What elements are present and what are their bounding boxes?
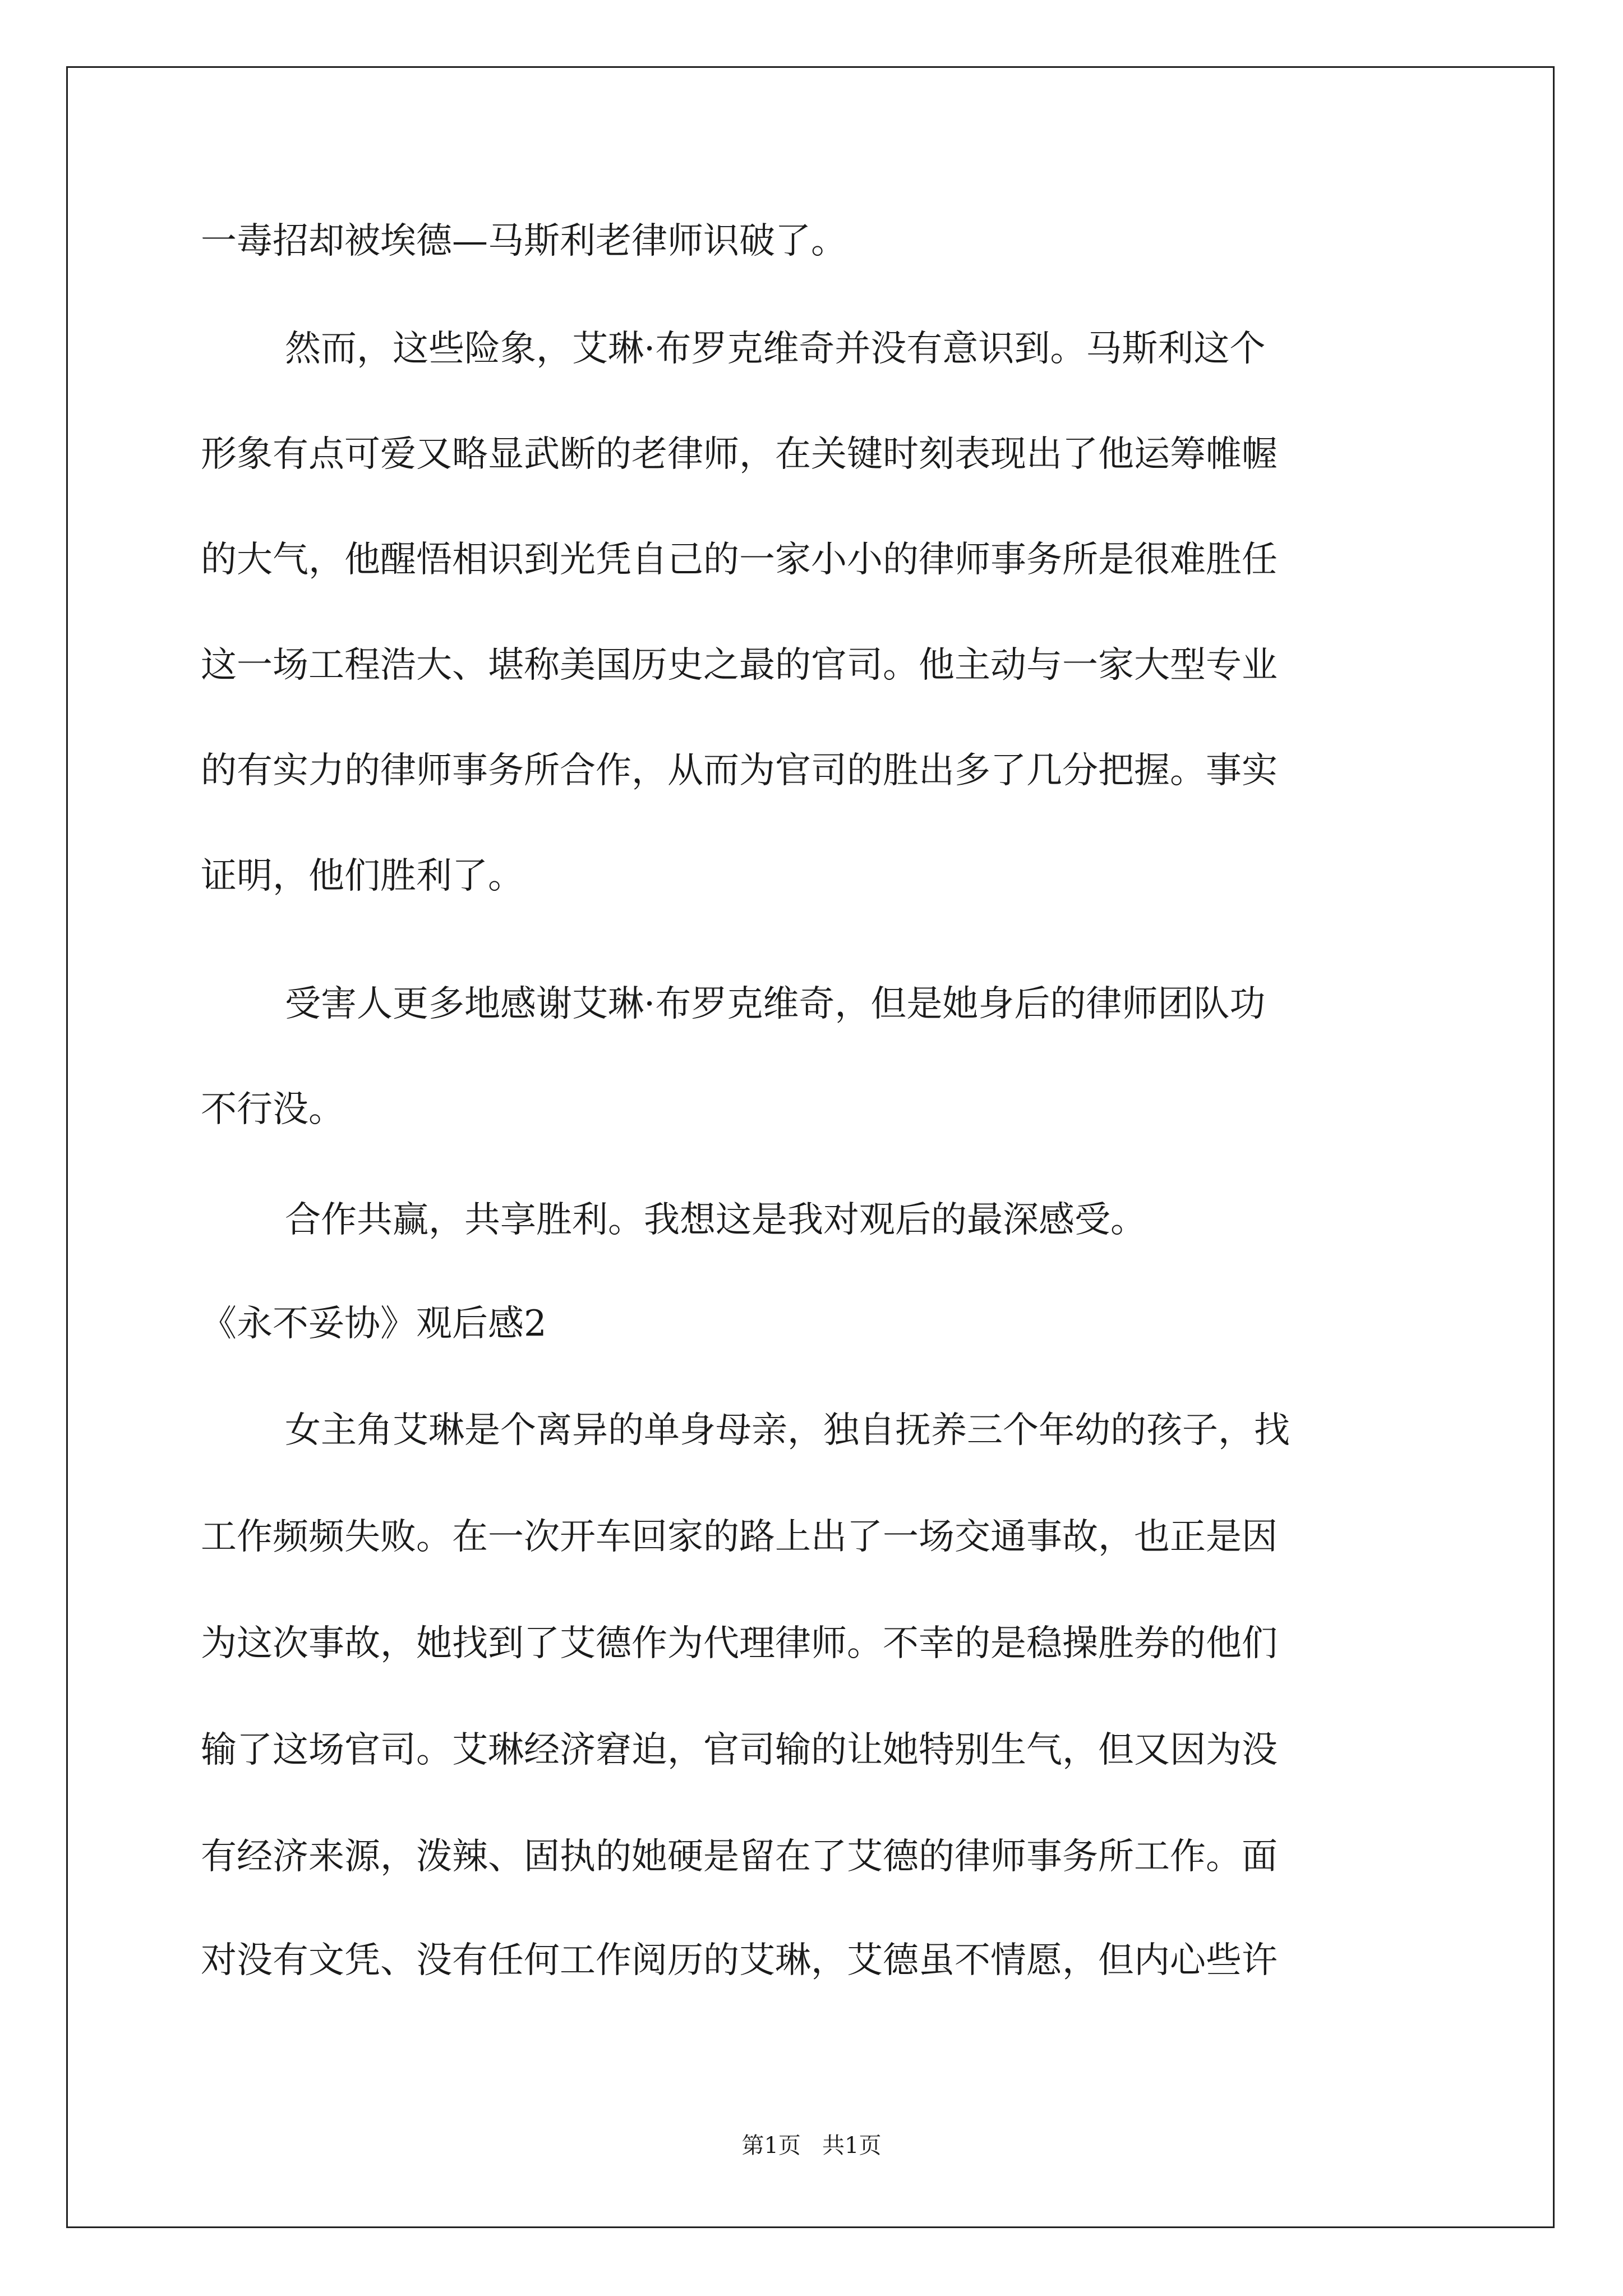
text-line: 的大气，他醒悟相识到光凭自己的一家小小的律师事务所是很难胜任 — [201, 539, 1278, 581]
text-line: 一毒招却被埃德—马斯利老律师识破了。 — [201, 220, 847, 262]
page-footer: 第1页 共1页 — [741, 2133, 882, 2159]
paragraph-first-line: 合作共赢，共享胜利。我想这是我对观后的最深感受。 — [285, 1199, 1146, 1241]
paragraph-first-line: 然而，这些险象，艾琳·布罗克维奇并没有意识到。马斯利这个 — [285, 328, 1266, 370]
text-line: 的有实力的律师事务所合作，从而为官司的胜出多了几分把握。事实 — [201, 750, 1278, 792]
page-border — [66, 66, 1555, 2228]
text-line: 工作频频失败。在一次开车回家的路上出了一场交通事故，也正是因 — [201, 1516, 1278, 1558]
text-line: 为这次事故，她找到了艾德作为代理律师。不幸的是稳操胜券的他们 — [201, 1623, 1278, 1664]
paragraph-first-line: 女主角艾琳是个离异的单身母亲，独自抚养三个年幼的孩子，找 — [285, 1410, 1290, 1451]
paragraph-first-line: 受害人更多地感谢艾琳·布罗克维奇，但是她身后的律师团队功 — [285, 983, 1266, 1025]
text-line: 对没有文凭、没有任何工作阅历的艾琳，艾德虽不情愿，但内心些许 — [201, 1940, 1278, 1981]
text-line: 证明，他们胜利了。 — [201, 855, 524, 897]
text-line: 不行没。 — [201, 1089, 344, 1130]
section-heading: 《永不妥协》观后感2 — [201, 1303, 547, 1345]
text-line: 输了这场官司。艾琳经济窘迫，官司输的让她特别生气，但又因为没 — [201, 1729, 1278, 1771]
text-line: 有经济来源，泼辣、固执的她硬是留在了艾德的律师事务所工作。面 — [201, 1836, 1278, 1878]
text-line: 形象有点可爱又略显武断的老律师，在关键时刻表现出了他运筹帷幄 — [201, 434, 1278, 475]
text-line: 这一场工程浩大、堪称美国历史之最的官司。他主动与一家大型专业 — [201, 645, 1278, 686]
